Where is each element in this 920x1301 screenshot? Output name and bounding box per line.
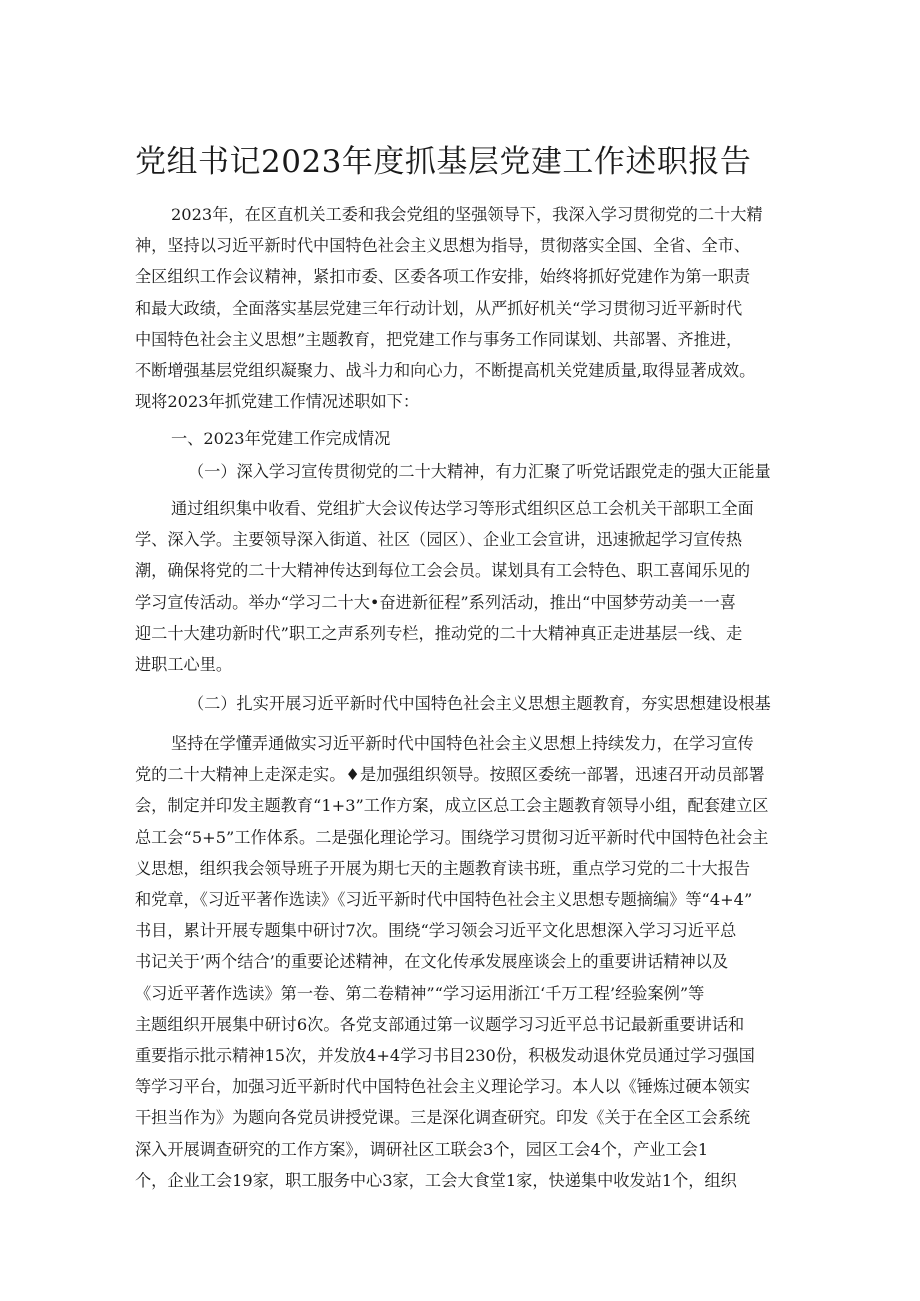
text-line: 义思想，组织我会领导班子开展为期七天的主题教育读书班，重点学习党的二十大报告 — [135, 858, 751, 878]
subsection-2-paragraph — [135, 728, 805, 1196]
text-line: 学习宣传活动。举办“学习二十大•奋进新征程”系列活动，推出“中国梦劳动美一一喜 — [135, 592, 736, 612]
document-title: 党组书记2023年度抓基层党建工作述职报告 — [135, 144, 752, 180]
text-line: 进职工心里。 — [135, 655, 233, 675]
section-heading-1: 一、2023年党建工作完成情况 — [171, 429, 391, 448]
text-line: 现将2023年抓党建工作情况述职如下： — [135, 392, 420, 412]
text-line: 潮，确保将党的二十大精神传达到每位工会会员。谋划具有工会特色、职工喜闻乐见的 — [135, 561, 751, 581]
text-line: 不断增强基层党组织凝聚力、战斗力和向心力，不断提高机关党建质量,取得显著成效。 — [135, 361, 756, 381]
intro-paragraph — [135, 199, 805, 417]
text-line: 书记关于’两个结合’的重要论述精神，在文化传承发展座谈会上的重要讲话精神以及 — [135, 952, 729, 972]
text-line: 全区组织工作会议精神，紧扣市委、区委各项工作安排，始终将抓好党建作为第一职责 — [135, 267, 751, 287]
text-line: 迎二十大建功新时代”职工之声系列专栏，推动党的二十大精神真正走进基层一线、走 — [135, 623, 743, 643]
text-line: 主题组织开展集中研讨6次。各党支部通过第一议题学习习近平总书记最新重要讲话和 — [135, 1014, 745, 1034]
subsection-heading-1: （一）深入学习宣传贯彻党的二十大精神，有力汇聚了听党话跟党走的强大正能量 — [188, 462, 771, 481]
text-line: 学、深入学。主要领导深入街道、社区（园区）、企业工会宣讲，迅速掀起学习宣传热 — [135, 530, 743, 550]
text-line: 通过组织集中收看、党组扩大会议传达学习等形式组织区总工会机关干部职工全面 — [171, 499, 754, 518]
subsection-1-paragraph — [135, 493, 805, 680]
text-line: 2023年，在区直机关工委和我会党组的坚强领导下，我深入学习贯彻党的二十大精 — [171, 205, 763, 224]
text-line: 和最大政绩，全面落实基层党建三年行动计划，从严抓好机关“学习贯彻习近平新时代 — [135, 298, 743, 318]
subsection-heading-2: （二）扎实开展习近平新时代中国特色社会主义思想主题教育，夯实思想建设根基 — [188, 694, 771, 713]
text-line: 书目，累计开展专题集中研讨7次。围绕“学习领会习近平文化思想深入学习习近平总 — [135, 921, 737, 941]
text-line: 党的二十大精神上走深走实。♦是加强组织领导。按照区委统一部署，迅速召开动员部署 — [135, 765, 765, 785]
text-line: 干担当作为》为题向各党员讲授党课。三是深化调查研究。印发《关于在全区工会系统 — [135, 1108, 751, 1128]
text-line: 个，企业工会19家，职工服务中心3家，工会大食堂1家，快递集中收发站1个，组织 — [135, 1170, 737, 1190]
text-line: 等学习平台，加强习近平新时代中国特色社会主义理论学习。本人以《锤炼过硬本领实 — [135, 1077, 751, 1097]
text-line: 会，制定并印发主题教育“1+3”工作方案，成立区总工会主题教育领导小组，配套建立区 — [135, 796, 769, 816]
text-line: 《习近平著作选读》第一卷、第二卷精神”“学习运用浙江‘千万工程’经验案例”等 — [135, 983, 705, 1003]
text-line: 总工会“5+5”工作体系。二是强化理论学习。围绕学习贯彻习近平新时代中国特色社会主 — [135, 827, 769, 847]
text-line: 和党章，《习近平著作选读》《习近平新时代中国特色社会主义思想专题摘编》等“4+4” — [135, 890, 753, 910]
text-line: 重要指示批示精神15次，并发放4+4学习书目230份，积极发动退休党员通过学习强国 — [135, 1046, 755, 1066]
text-line: 深入开展调查研究的工作方案》，调研社区工联会3个，园区工会4个，产业工会1 — [135, 1139, 709, 1159]
text-line: 坚持在学懂弄通做实习近平新时代中国特色社会主义思想上持续发力，在学习宣传 — [171, 734, 754, 753]
text-line: 中国特色社会主义思想”主题教育，把党建工作与事务工作同谋划、共部署、齐推进， — [135, 329, 743, 349]
text-line: 神，坚持以习近平新时代中国特色社会主义思想为指导，贯彻落实全国、全省、全市、 — [135, 236, 751, 256]
